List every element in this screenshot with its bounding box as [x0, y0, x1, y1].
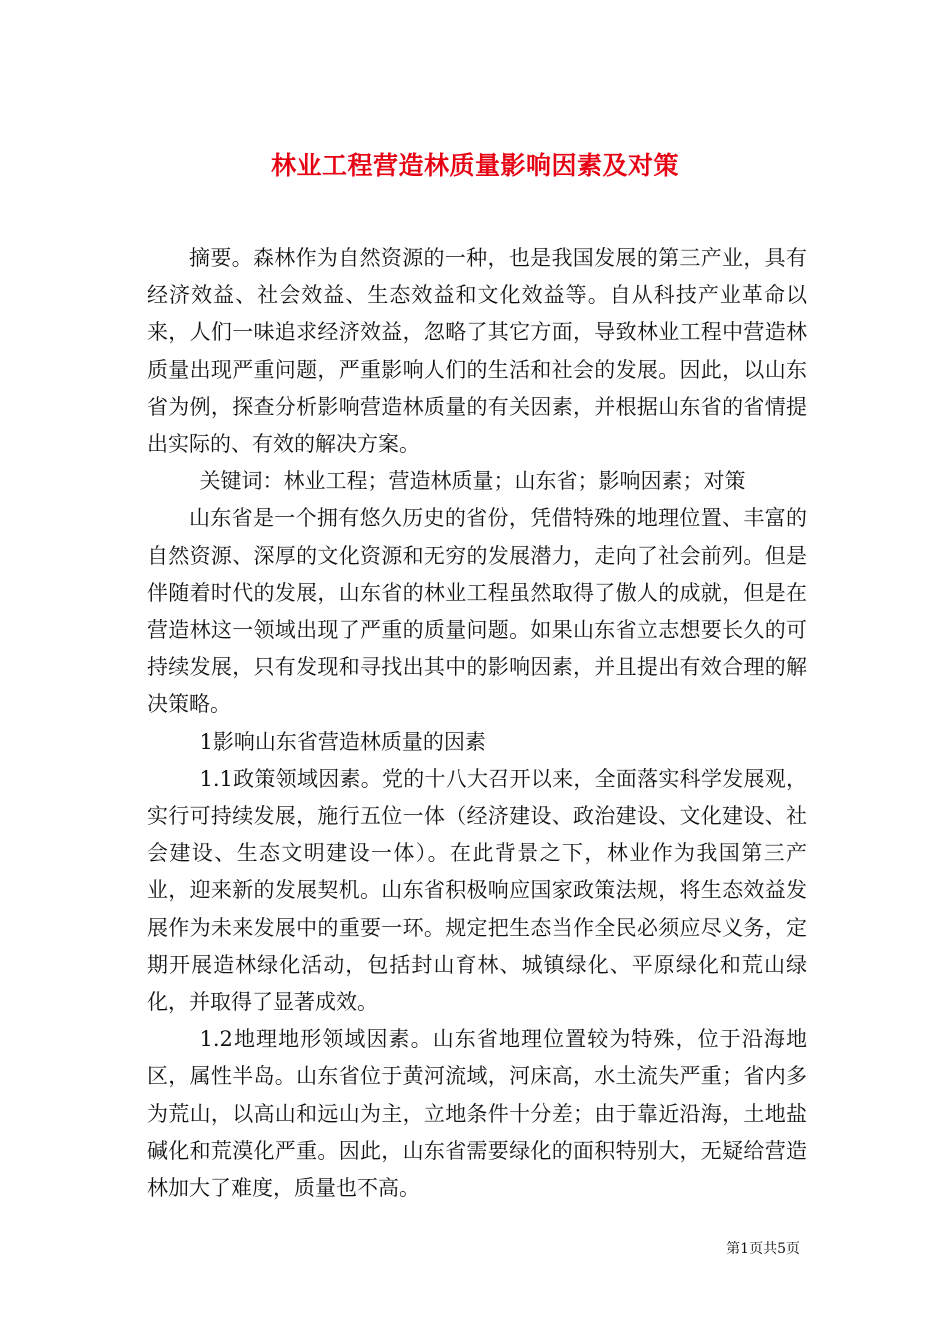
section-1-1-paragraph: 1.1政策领域因素。党的十八大召开以来，全面落实科学发展观，实行可持续发展，施行五位一体（经济建设、政治建设、文化建设、社会建设、生态文明建设一体）。在此背景之下，林业作为我国第三产业，迎来新的发展契机。山东省积极响应国家政策法规，将生态效益发展作为未来发展中的重要一环。规定把生态当作全民必须应尽义务，定期开展造林绿化活动，包括封山育林、城镇绿化、平原绿化和荒山绿化，并取得了显著成效。 [147, 766, 807, 1015]
keywords-paragraph: 关键词：林业工程；营造林质量；山东省；影响因素；对策 [199, 469, 746, 494]
intro-paragraph: 山东省是一个拥有悠久历史的省份，凭借特殊的地理位置、丰富的自然资源、深厚的文化资源和无穷的发展潜力，走向了社会前列。但是伴随着时代的发展，山东省的林业工程虽然取得了傲人的成就，但是在营造林这一领域出现了严重的质量问题。如果山东省立志想要长久的可持续发展，只有发现和寻找出其中的影响因素，并且提出有效合理的解决策略。 [147, 506, 807, 717]
page-number-footer: 第1页共5页 [726, 1241, 800, 1257]
document-body [147, 240, 807, 1207]
section-1-heading: 1影响山东省营造林质量的因素 [199, 729, 486, 754]
document-title: 林业工程营造林质量影响因素及对策 [270, 150, 679, 180]
abstract-paragraph: 摘要。森林作为自然资源的一种，也是我国发展的第三产业，具有经济效益、社会效益、生态效益和文化效益等。自从科技产业革命以来，人们一味追求经济效益，忽略了其它方面，导致林业工程中营造林质量出现严重问题，严重影响人们的生活和社会的发展。因此，以山东省为例，探查分析影响营造林质量的有关因素，并根据山东省的省情提出实际的、有效的解决方案。 [147, 246, 807, 457]
section-1-2-paragraph: 1.2地理地形领域因素。山东省地理位置较为特殊，位于沿海地区，属性半岛。山东省位于黄河流域，河床高，水土流失严重；省内多为荒山，以高山和远山为主，立地条件十分差；由于靠近沿海，土地盐碱化和荒漠化严重。因此，山东省需要绿化的面积特别大，无疑给营造林加大了难度，质量也不高。 [147, 1027, 807, 1201]
